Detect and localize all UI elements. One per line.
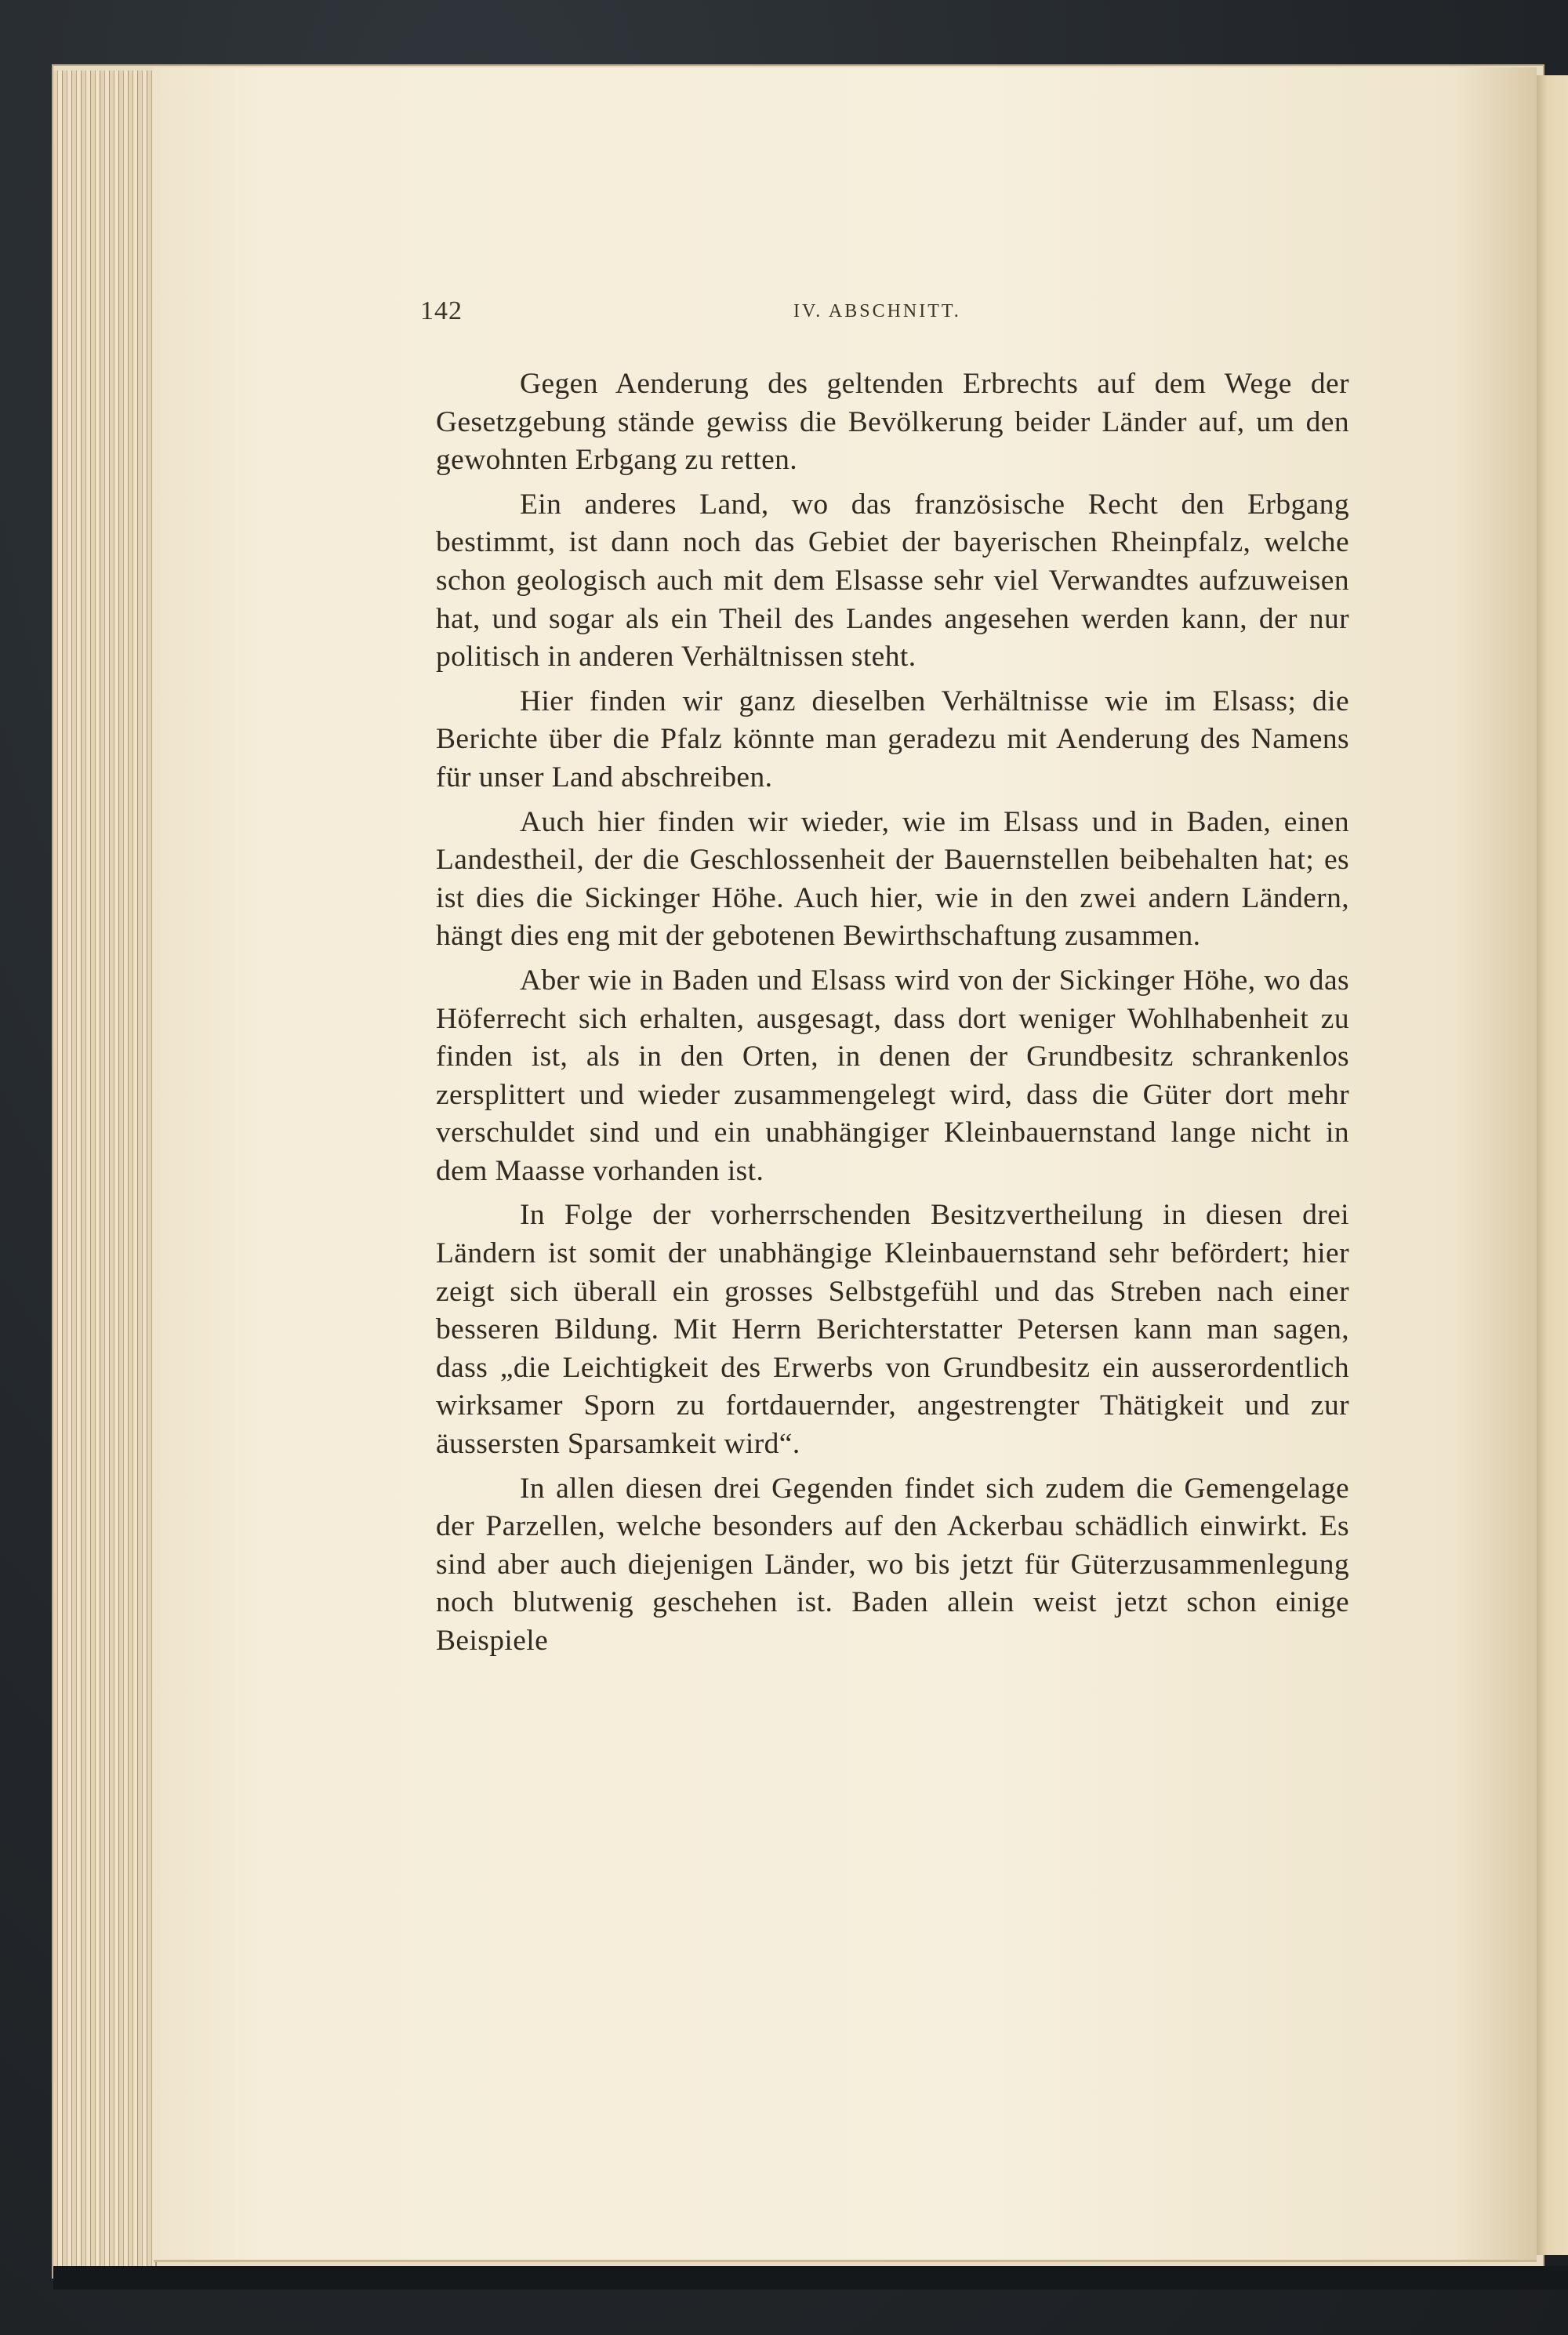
- body-text: [436, 365, 1349, 1667]
- page-edges: [53, 71, 157, 2271]
- paragraph: Hier finden wir ganz dieselben Verhältnisse wie im Elsass; die Berichte über die Pfalz könnte man geradezu mit Aenderung des Namens für unser Land abschreiben.: [436, 685, 1349, 793]
- running-head: [420, 296, 1345, 328]
- paragraph: Aber wie in Baden und Elsass wird von der Sickinger Höhe, wo das Höferrecht sich erhalten, ausgesagt, dass dort weniger Wohlhabenheit zu finden ist, als in den Orten, in denen der Grundbesitz schrankenlos zersplittert und wieder zusammengelegt wird, dass die Güter dort mehr verschuldet sind und ein unabhängiger Kleinbauernstand lange nicht in dem Maasse vorhanden ist.: [436, 964, 1349, 1187]
- facing-page-edge: [1535, 75, 1568, 2255]
- page-number: 142: [420, 296, 463, 325]
- paragraph: Gegen Aenderung des geltenden Erbrechts auf dem Wege der Gesetzgebung stände gewiss die Bevölkerung beider Länder auf, um den gewohnten Erbgang zu retten.: [436, 368, 1349, 477]
- chapter-heading: IV. ABSCHNITT.: [793, 301, 961, 321]
- paragraph: In Folge der vorherrschenden Besitzvertheilung in diesen drei Ländern ist somit der unabhängige Kleinbauernstand sehr befördert; hier zeigt sich überall ein grosses Selbstgefühl und das Streben nach einer besseren Bildung. Mit Herrn Berichterstatter Petersen kann man sagen, dass „die Leichtigkeit des Erwerbs von Grundbesitz ein ausserordentlich wirksamer Sporn zu fortdauernder, angestrengter Thätigkeit und zur äussersten Sparsamkeit wird“.: [436, 1199, 1349, 1461]
- bottom-shadow: [53, 2266, 1568, 2290]
- paragraph: In allen diesen drei Gegenden findet sich zudem die Gemengelage der Parzellen, welche besonders auf den Ackerbau schädlich einwirkt. Es sind aber auch diejenigen Länder, wo bis jetzt für Güterzusammenlegung noch blutwenig geschehen ist. Baden allein weist jetzt schon einige Beispiele: [436, 1472, 1349, 1657]
- paragraph: Auch hier finden wir wieder, wie im Elsass und in Baden, einen Landestheil, der die Geschlossenheit der Bauernstellen beibehalten hat; es ist dies die Sickinger Höhe. Auch hier, wie in den zwei andern Ländern, hängt dies eng mit der gebotenen Bewirthschaftung zusammen.: [436, 805, 1349, 953]
- paragraph: Ein anderes Land, wo das französische Recht den Erbgang bestimmt, ist dann noch das Gebiet der bayerischen Rheinpfalz, welche schon geologisch auch mit dem Elsasse sehr viel Verwandtes aufzuweisen hat, und sogar als ein Theil des Landes angesehen werden kann, der nur politisch in anderen Verhältnissen steht.: [436, 488, 1349, 674]
